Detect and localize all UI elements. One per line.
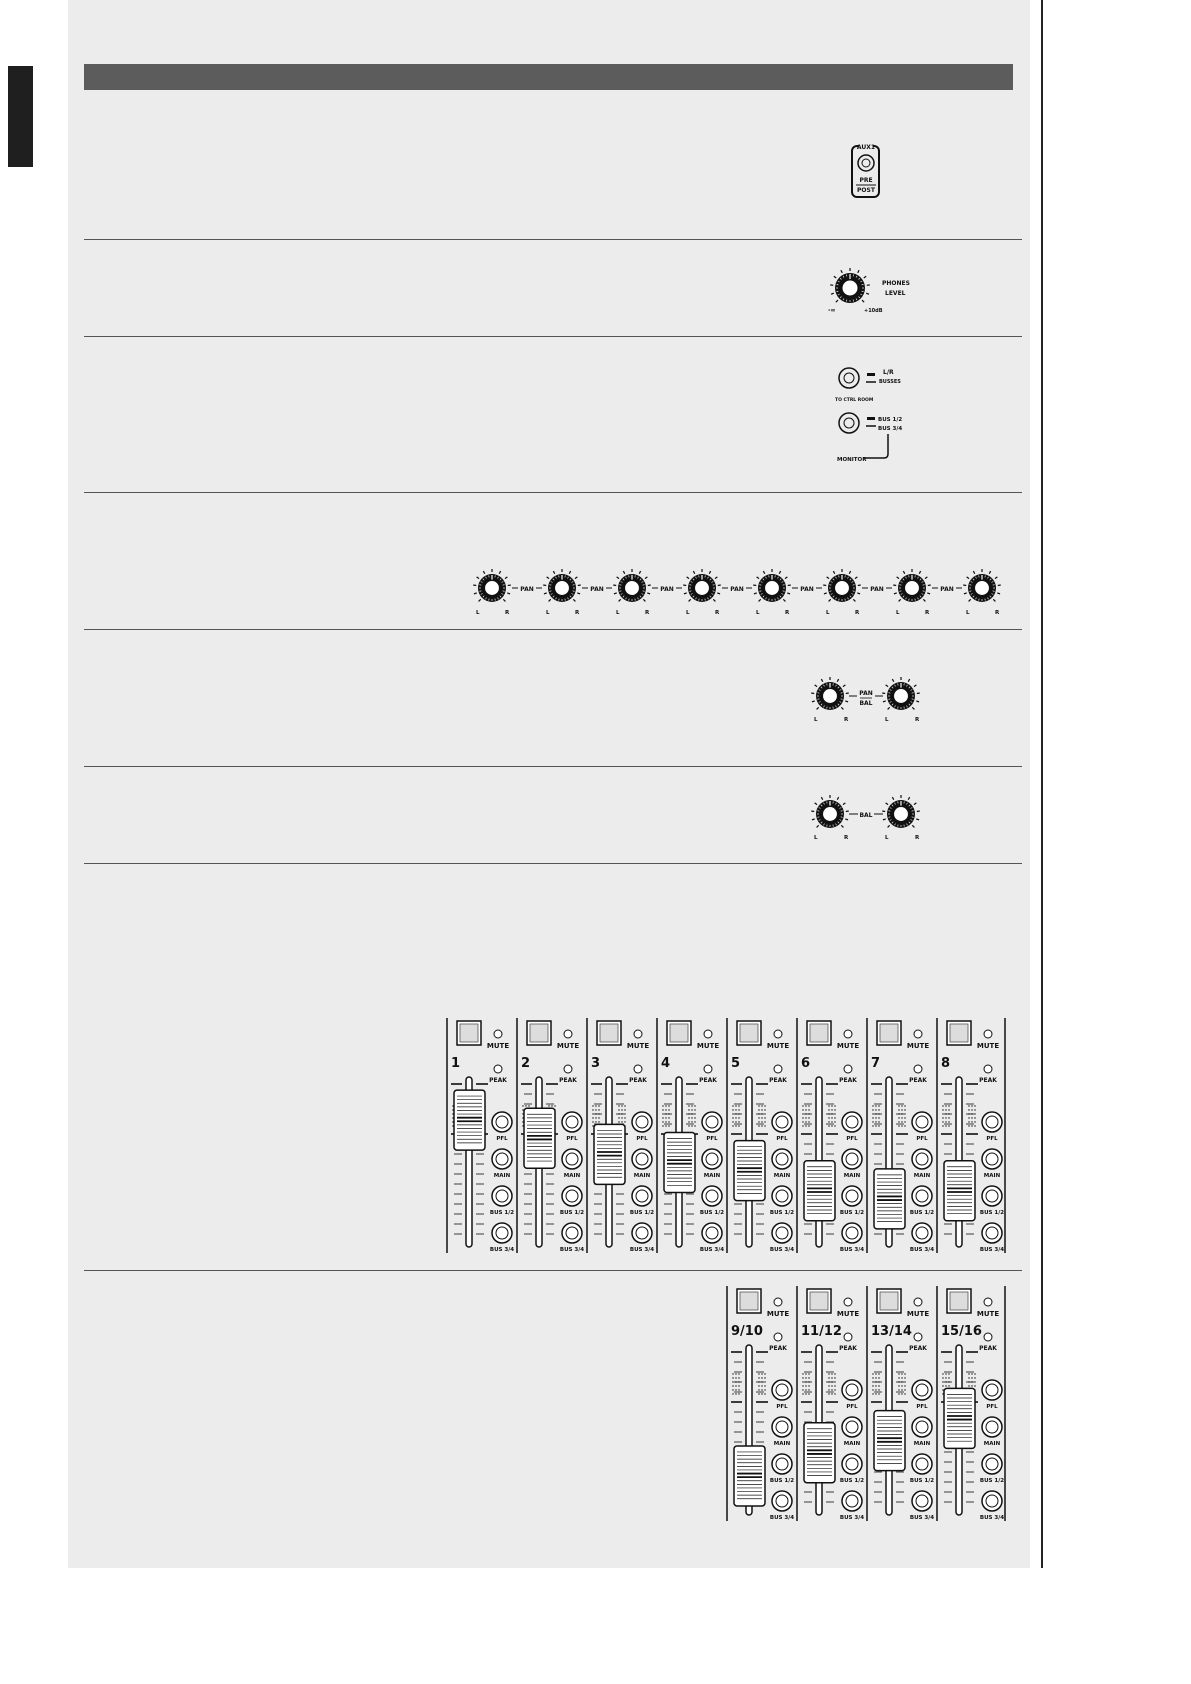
knob-r-label: R xyxy=(915,835,920,841)
pan-label: PAN xyxy=(730,586,744,593)
fader-knob[interactable] xyxy=(944,1388,975,1448)
pfl-button[interactable] xyxy=(632,1112,652,1132)
knob-r-label: R xyxy=(915,717,920,723)
rotary-knob-icon[interactable] xyxy=(811,795,849,828)
channel-number: 2 xyxy=(521,1056,531,1071)
main-label: MAIN xyxy=(563,1173,581,1179)
main-button[interactable] xyxy=(632,1149,652,1169)
peak-led-icon xyxy=(634,1065,642,1073)
fader-knob[interactable] xyxy=(804,1161,835,1221)
peak-label: PEAK xyxy=(699,1077,717,1084)
aux-pre-post-switch-figure xyxy=(848,140,888,206)
pfl-button[interactable] xyxy=(772,1112,792,1132)
knob-l-label: L xyxy=(814,717,818,723)
knob-r-label: R xyxy=(925,610,930,616)
channel-strip xyxy=(937,1286,1004,1521)
monitor-bus12-label: BUS 1/2 xyxy=(878,417,903,423)
bus34-label: BUS 3/4 xyxy=(699,1247,725,1253)
main-label: MAIN xyxy=(843,1173,861,1179)
bus34-label: BUS 3/4 xyxy=(979,1247,1005,1253)
channel-strip xyxy=(937,1018,1004,1253)
mute-label: MUTE xyxy=(836,1042,860,1050)
bus12-label: BUS 1/2 xyxy=(979,1210,1005,1216)
aux-switch-post-label: POST xyxy=(857,187,875,194)
mute-label: MUTE xyxy=(766,1310,790,1318)
main-label: MAIN xyxy=(983,1441,1001,1447)
aux-switch-pre-label: PRE xyxy=(859,177,873,184)
knob-r-label: R xyxy=(844,835,849,841)
rotary-knob-icon[interactable] xyxy=(893,569,931,602)
monitor-bus34-label: BUS 3/4 xyxy=(878,426,903,432)
peak-label: PEAK xyxy=(839,1345,857,1352)
channel-strip xyxy=(657,1018,724,1253)
peak-led-icon xyxy=(774,1333,782,1341)
main-button[interactable] xyxy=(492,1149,512,1169)
mute-led-icon xyxy=(774,1030,782,1038)
channel-number: 5 xyxy=(731,1056,741,1071)
main-button[interactable] xyxy=(842,1149,862,1169)
peak-label: PEAK xyxy=(979,1345,997,1352)
bus12-label: BUS 1/2 xyxy=(629,1210,655,1216)
knob-r-label: R xyxy=(645,610,650,616)
bal-label: BAL xyxy=(859,812,873,819)
bus34-label: BUS 3/4 xyxy=(769,1515,795,1521)
section-header-bar xyxy=(84,64,1013,90)
peak-label: PEAK xyxy=(769,1077,787,1084)
monitor-busses-label: BUSSES xyxy=(879,379,901,385)
rotary-knob-icon[interactable] xyxy=(811,677,849,710)
fader-knob[interactable] xyxy=(734,1446,765,1506)
monitor-label: MONITOR xyxy=(837,457,867,463)
bus34-button[interactable] xyxy=(492,1223,512,1243)
knob-l-label: L xyxy=(616,610,620,616)
channel-number: 7 xyxy=(871,1056,881,1071)
bus12-button[interactable] xyxy=(842,1454,862,1474)
bus12-label: BUS 1/2 xyxy=(909,1210,935,1216)
mute-led-icon xyxy=(844,1298,852,1306)
bus12-label: BUS 1/2 xyxy=(489,1210,515,1216)
bus12-button[interactable] xyxy=(632,1186,652,1206)
monitor-lr-label: L/R xyxy=(883,369,894,376)
bus12-button[interactable] xyxy=(982,1186,1002,1206)
pan-knob-row-figure xyxy=(468,564,1013,624)
bus34-button[interactable] xyxy=(982,1223,1002,1243)
mute-label: MUTE xyxy=(626,1042,650,1050)
rotary-knob-icon[interactable] xyxy=(753,569,791,602)
pfl-button[interactable] xyxy=(772,1380,792,1400)
pan-bal-line2: BAL xyxy=(859,700,873,707)
rotary-knob-icon[interactable] xyxy=(683,569,721,602)
channel-number: 8 xyxy=(941,1056,951,1071)
bus12-button[interactable] xyxy=(562,1186,582,1206)
bus12-label: BUS 1/2 xyxy=(769,1478,795,1484)
peak-led-icon xyxy=(984,1065,992,1073)
channel-strip xyxy=(587,1018,654,1253)
mute-led-icon xyxy=(914,1030,922,1038)
mute-label: MUTE xyxy=(976,1310,1000,1318)
peak-led-icon xyxy=(984,1333,992,1341)
knob-r-label: R xyxy=(575,610,580,616)
knob-l-label: L xyxy=(686,610,690,616)
mute-led-icon xyxy=(984,1298,992,1306)
pfl-button[interactable] xyxy=(842,1112,862,1132)
knob-r-label: R xyxy=(505,610,510,616)
main-label: MAIN xyxy=(913,1441,931,1447)
mute-label: MUTE xyxy=(906,1042,930,1050)
bus12-label: BUS 1/2 xyxy=(979,1478,1005,1484)
section-divider xyxy=(84,863,1022,864)
bus12-button[interactable] xyxy=(772,1186,792,1206)
section-side-tab xyxy=(8,66,33,167)
lr-busses-switch-icon[interactable] xyxy=(839,368,859,388)
mute-led-icon xyxy=(774,1298,782,1306)
mute-led-icon xyxy=(704,1030,712,1038)
bus34-label: BUS 3/4 xyxy=(489,1247,515,1253)
pfl-label: PFL xyxy=(986,1404,998,1410)
knob-l-label: L xyxy=(814,835,818,841)
section-divider xyxy=(84,766,1022,767)
bus12-label: BUS 1/2 xyxy=(769,1210,795,1216)
pfl-button[interactable] xyxy=(912,1380,932,1400)
main-label: MAIN xyxy=(843,1441,861,1447)
bus34-button[interactable] xyxy=(912,1223,932,1243)
pfl-button[interactable] xyxy=(982,1112,1002,1132)
peak-label: PEAK xyxy=(559,1077,577,1084)
bus12-button[interactable] xyxy=(772,1454,792,1474)
pan-label: PAN xyxy=(870,586,884,593)
peak-led-icon xyxy=(844,1333,852,1341)
fader-knob[interactable] xyxy=(594,1124,625,1184)
peak-led-icon xyxy=(564,1065,572,1073)
pan-bal-knobs-figure xyxy=(806,672,926,731)
section-divider xyxy=(84,239,1022,240)
mute-label: MUTE xyxy=(836,1310,860,1318)
knob-r-label: R xyxy=(785,610,790,616)
main-button[interactable] xyxy=(562,1149,582,1169)
knob-l-label: L xyxy=(885,717,889,723)
mute-label: MUTE xyxy=(906,1310,930,1318)
main-button[interactable] xyxy=(772,1417,792,1437)
channel-strip xyxy=(517,1018,584,1253)
bus12-button[interactable] xyxy=(702,1186,722,1206)
channel-strip xyxy=(727,1018,794,1253)
pfl-label: PFL xyxy=(986,1136,998,1142)
peak-led-icon xyxy=(844,1065,852,1073)
pfl-button[interactable] xyxy=(562,1112,582,1132)
mute-label: MUTE xyxy=(696,1042,720,1050)
bus12-button[interactable] xyxy=(982,1454,1002,1474)
peak-led-icon xyxy=(914,1065,922,1073)
page-edge-line xyxy=(1041,0,1043,1568)
peak-label: PEAK xyxy=(769,1345,787,1352)
bus34-button[interactable] xyxy=(702,1223,722,1243)
main-button[interactable] xyxy=(912,1149,932,1169)
channel-number: 1 xyxy=(451,1056,461,1071)
channel-number: 13/14 xyxy=(871,1324,912,1339)
pan-label: PAN xyxy=(940,586,954,593)
pfl-label: PFL xyxy=(776,1404,788,1410)
monitor-ctrl-room-label: TO CTRL ROOM xyxy=(835,398,874,403)
phones-label-line1: PHONES xyxy=(882,280,910,287)
bus34-label: BUS 3/4 xyxy=(839,1515,865,1521)
mute-led-icon xyxy=(844,1030,852,1038)
pfl-label: PFL xyxy=(846,1404,858,1410)
fader-knob[interactable] xyxy=(524,1108,555,1168)
pan-label: PAN xyxy=(590,586,604,593)
fader-knob[interactable] xyxy=(454,1090,485,1150)
bal-knobs-figure xyxy=(806,790,926,849)
mute-led-icon xyxy=(494,1030,502,1038)
section-divider xyxy=(84,492,1022,493)
peak-label: PEAK xyxy=(629,1077,647,1084)
knob-l-label: L xyxy=(896,610,900,616)
bus12-button[interactable] xyxy=(842,1186,862,1206)
channel-number: 3 xyxy=(591,1056,601,1071)
main-label: MAIN xyxy=(633,1173,651,1179)
pfl-label: PFL xyxy=(496,1136,508,1142)
bus34-button[interactable] xyxy=(842,1491,862,1511)
main-label: MAIN xyxy=(773,1173,791,1179)
mute-label: MUTE xyxy=(486,1042,510,1050)
bus12-label: BUS 1/2 xyxy=(559,1210,585,1216)
mute-led-icon xyxy=(984,1030,992,1038)
channel-strip xyxy=(797,1286,864,1521)
main-button[interactable] xyxy=(982,1417,1002,1437)
bus34-label: BUS 3/4 xyxy=(629,1247,655,1253)
section-divider xyxy=(84,1270,1022,1271)
bus12-button[interactable] xyxy=(492,1186,512,1206)
knob-r-label: R xyxy=(844,717,849,723)
knob-l-label: L xyxy=(966,610,970,616)
pfl-button[interactable] xyxy=(702,1112,722,1132)
peak-led-icon xyxy=(914,1333,922,1341)
channel-number: 9/10 xyxy=(731,1324,763,1339)
rotary-knob-icon[interactable] xyxy=(543,569,581,602)
knob-l-label: L xyxy=(885,835,889,841)
knob-l-label: L xyxy=(826,610,830,616)
channel-number: 11/12 xyxy=(801,1324,842,1339)
peak-label: PEAK xyxy=(489,1077,507,1084)
mute-led-icon xyxy=(634,1030,642,1038)
bus34-label: BUS 3/4 xyxy=(769,1247,795,1253)
main-label: MAIN xyxy=(913,1173,931,1179)
rotary-knob-icon[interactable] xyxy=(882,677,920,710)
pfl-button[interactable] xyxy=(912,1112,932,1132)
bus12-button[interactable] xyxy=(912,1186,932,1206)
main-button[interactable] xyxy=(912,1417,932,1437)
main-button[interactable] xyxy=(842,1417,862,1437)
peak-label: PEAK xyxy=(909,1345,927,1352)
pfl-label: PFL xyxy=(636,1136,648,1142)
pfl-button[interactable] xyxy=(982,1380,1002,1400)
channel-number: 15/16 xyxy=(941,1324,982,1339)
bus34-button[interactable] xyxy=(632,1223,652,1243)
bus34-label: BUS 3/4 xyxy=(839,1247,865,1253)
switch-button-icon[interactable] xyxy=(858,155,874,171)
channel-number: 6 xyxy=(801,1056,811,1071)
peak-label: PEAK xyxy=(909,1077,927,1084)
mute-label: MUTE xyxy=(976,1042,1000,1050)
monitor-source-switches-figure xyxy=(832,362,912,471)
phones-label-line2: LEVEL xyxy=(885,290,906,297)
knob-l-label: L xyxy=(546,610,550,616)
main-button[interactable] xyxy=(772,1149,792,1169)
knob-r-label: R xyxy=(715,610,720,616)
pfl-button[interactable] xyxy=(842,1380,862,1400)
pfl-label: PFL xyxy=(776,1136,788,1142)
bus34-label: BUS 3/4 xyxy=(979,1515,1005,1521)
mute-label: MUTE xyxy=(766,1042,790,1050)
bus34-button[interactable] xyxy=(912,1491,932,1511)
section-divider xyxy=(84,629,1022,630)
pfl-label: PFL xyxy=(706,1136,718,1142)
phones-min-mark: -∞ xyxy=(828,307,836,314)
pfl-label: PFL xyxy=(846,1136,858,1142)
phones-max-mark: +10dB xyxy=(864,308,883,314)
rotary-knob-icon[interactable] xyxy=(882,795,920,828)
pfl-label: PFL xyxy=(916,1404,928,1410)
pan-bal-line1: PAN xyxy=(859,690,873,697)
stereo-channel-strips-figure xyxy=(726,1286,1008,1528)
peak-led-icon xyxy=(704,1065,712,1073)
channel-strip xyxy=(867,1018,934,1253)
rotary-knob-icon[interactable] xyxy=(473,569,511,602)
bus34-button[interactable] xyxy=(772,1223,792,1243)
bus12-label: BUS 1/2 xyxy=(909,1478,935,1484)
bus34-label: BUS 3/4 xyxy=(909,1247,935,1253)
fader-knob[interactable] xyxy=(734,1141,765,1201)
knob-r-label: R xyxy=(855,610,860,616)
fader-knob[interactable] xyxy=(804,1423,835,1483)
bus12-label: BUS 1/2 xyxy=(839,1210,865,1216)
section-divider xyxy=(84,336,1022,337)
peak-led-icon xyxy=(494,1065,502,1073)
bus12-button[interactable] xyxy=(912,1454,932,1474)
knob-r-label: R xyxy=(995,610,1000,616)
channel-number: 4 xyxy=(661,1056,671,1071)
channel-strip xyxy=(797,1018,864,1253)
pfl-button[interactable] xyxy=(492,1112,512,1132)
pan-label: PAN xyxy=(660,586,674,593)
fader-knob[interactable] xyxy=(664,1133,695,1193)
knob-l-label: L xyxy=(476,610,480,616)
peak-label: PEAK xyxy=(979,1077,997,1084)
fader-knob[interactable] xyxy=(874,1411,905,1471)
bus34-label: BUS 3/4 xyxy=(909,1515,935,1521)
pfl-label: PFL xyxy=(916,1136,928,1142)
mute-led-icon xyxy=(914,1298,922,1306)
mute-led-icon xyxy=(564,1030,572,1038)
peak-led-icon xyxy=(774,1065,782,1073)
bus-select-switch-icon[interactable] xyxy=(839,413,859,433)
aux-switch-top-label: AUX1 xyxy=(856,144,876,151)
bus34-button[interactable] xyxy=(772,1491,792,1511)
main-label: MAIN xyxy=(703,1173,721,1179)
main-button[interactable] xyxy=(702,1149,722,1169)
main-label: MAIN xyxy=(493,1173,511,1179)
bus12-label: BUS 1/2 xyxy=(839,1478,865,1484)
knob-l-label: L xyxy=(756,610,760,616)
mono-channel-strips-figure xyxy=(446,1018,1008,1260)
bus12-label: BUS 1/2 xyxy=(699,1210,725,1216)
fader-knob[interactable] xyxy=(874,1169,905,1229)
rotary-knob-icon[interactable] xyxy=(830,268,870,303)
mute-label: MUTE xyxy=(556,1042,580,1050)
channel-strip xyxy=(727,1286,794,1521)
rotary-knob-icon[interactable] xyxy=(963,569,1001,602)
phones-level-knob-figure xyxy=(824,264,914,318)
pan-label: PAN xyxy=(800,586,814,593)
bus34-label: BUS 3/4 xyxy=(559,1247,585,1253)
peak-label: PEAK xyxy=(839,1077,857,1084)
channel-strip xyxy=(447,1018,514,1253)
fader-knob[interactable] xyxy=(944,1161,975,1221)
rotary-knob-icon[interactable] xyxy=(823,569,861,602)
rotary-knob-icon[interactable] xyxy=(613,569,651,602)
main-label: MAIN xyxy=(983,1173,1001,1179)
bus34-button[interactable] xyxy=(982,1491,1002,1511)
main-button[interactable] xyxy=(982,1149,1002,1169)
bus34-button[interactable] xyxy=(562,1223,582,1243)
channel-strip xyxy=(867,1286,934,1521)
bus34-button[interactable] xyxy=(842,1223,862,1243)
pan-label: PAN xyxy=(520,586,534,593)
main-label: MAIN xyxy=(773,1441,791,1447)
pfl-label: PFL xyxy=(566,1136,578,1142)
